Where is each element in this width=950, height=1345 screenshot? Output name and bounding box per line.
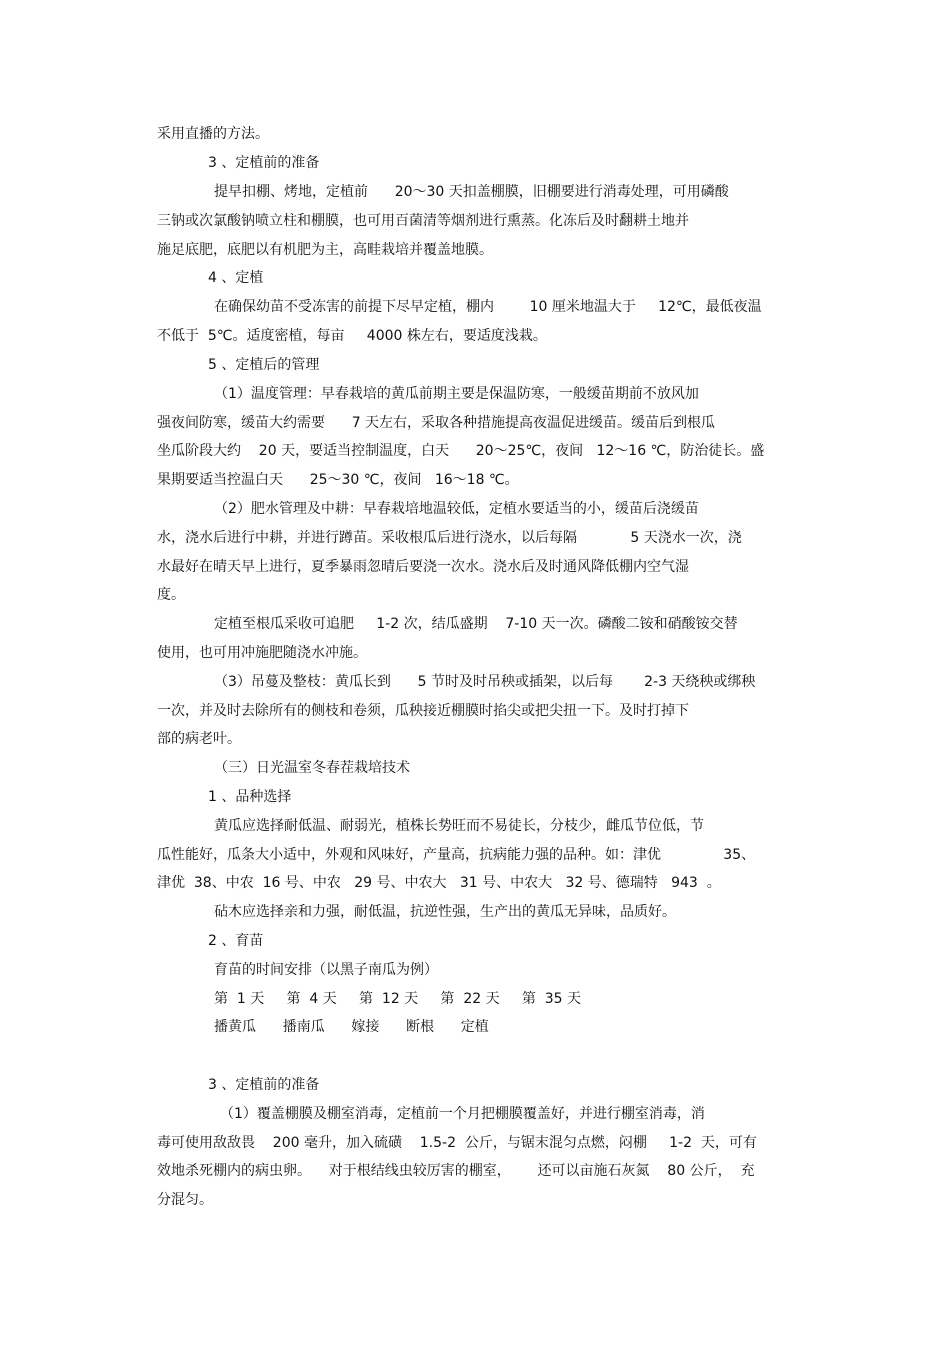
text-line: 育苗的时间安排（以黑子南瓜为例） [214, 962, 438, 978]
text-line: 效地杀死棚内的病虫卵。 对于根结线虫较厉害的棚室， 还可以亩施石灰氮 80 公斤， 充 [157, 1163, 755, 1179]
text-line: 不低于 5℃。适度密植，每亩 4000 株左右，要适度浅栽。 [157, 328, 547, 344]
text-line: 水，浇水后进行中耕，并进行蹲苗。采收根瓜后进行浇水，以后每隔 5 天浇水一次，浇 [157, 530, 742, 546]
text-line: 三钠或次氯酸钠喷立柱和棚膜，也可用百菌清等烟剂进行熏蒸。化冻后及时翻耕土地并 [157, 213, 689, 229]
schedule-days: 第 1 天 第 4 天 第 12 天 第 22 天 第 35 天 [214, 991, 582, 1007]
text-line: 强夜间防寒，缓苗大约需要 7 天左右，采取各种措施提高夜温促进缓苗。缓苗后到根瓜 [157, 415, 716, 431]
text-line: 津优 38、中农 16 号、中农 29 号、中农大 31 号、中农大 32 号、德瑞特 943 。 [157, 875, 721, 891]
section-heading: 5 、定植后的管理 [208, 357, 320, 373]
text-line: 分混匀。 [157, 1192, 213, 1208]
schedule-steps: 播黄瓜 播南瓜 嫁接 断根 定植 [214, 1019, 489, 1035]
text-line: 黄瓜应选择耐低温、耐弱光，植株长势旺而不易徒长，分枝少，雌瓜节位低，节 [214, 818, 704, 834]
text-line: 果期要适当控温白天 25～30 ℃，夜间 16～18 ℃。 [157, 472, 519, 488]
text-line: （1）覆盖棚膜及棚室消毒，定植前一个月把棚膜覆盖好，并进行棚室消毒，消 [220, 1106, 705, 1122]
text-line: 在确保幼苗不受冻害的前提下尽早定植，棚内 10 厘米地温大于 12℃，最低夜温 [214, 299, 762, 315]
text-line: 瓜性能好，瓜条大小适中，外观和风味好，产量高，抗病能力强的品种。如：津优 35、 [157, 847, 756, 863]
section-heading: （三）日光温室冬春茬栽培技术 [214, 760, 410, 776]
text-line: 施足底肥，底肥以有机肥为主，高畦栽培并覆盖地膜。 [157, 242, 493, 258]
text-line: 水最好在晴天早上进行，夏季暴雨忽晴后要浇一次水。浇水后及时通风降低棚内空气湿 [157, 559, 689, 575]
text-line: 一次，并及时去除所有的侧枝和卷须，瓜秧接近棚膜时掐尖或把尖扭一下。及时打掉下 [157, 703, 689, 719]
section-heading: 3 、定植前的准备 [208, 155, 320, 171]
text-line: 砧木应选择亲和力强，耐低温，抗逆性强，生产出的黄瓜无异味，品质好。 [214, 904, 676, 920]
text-line: 度。 [157, 587, 185, 603]
text-line: 使用，也可用冲施肥随浇水冲施。 [157, 645, 367, 661]
text-line: （3）吊蔓及整枝：黄瓜长到 5 节时及时吊秧或插架，以后每 2-3 天绕秧或绑秧 [214, 674, 756, 690]
text-line: 提早扣棚、烤地，定植前 20～30 天扣盖棚膜，旧棚要进行消毒处理，可用磷酸 [214, 184, 729, 200]
section-heading: 1 、品种选择 [208, 789, 292, 805]
section-heading: 3 、定植前的准备 [208, 1077, 320, 1093]
text-line: 部的病老叶。 [157, 731, 241, 747]
section-heading: 2 、育苗 [208, 933, 264, 949]
text-line: 毒可使用敌敌畏 200 毫升，加入硫磺 1.5-2 公斤，与锯末混匀点燃，闷棚 1-2 天，可有 [157, 1135, 757, 1151]
text-line: 定植至根瓜采收可追肥 1-2 次，结瓜盛期 7-10 天一次。磷酸二铵和硝酸铵交替 [214, 616, 738, 632]
text-line: 坐瓜阶段大约 20 天，要适当控制温度，白天 20～25℃，夜间 12～16 ℃，防治徒长。盛 [157, 443, 765, 459]
text-line: （2）肥水管理及中耕：早春栽培地温较低，定植水要适当的小，缓苗后浇缓苗 [214, 501, 699, 517]
section-heading: 4 、定植 [208, 270, 264, 286]
text-line: 采用直播的方法。 [157, 126, 269, 142]
text-line: （1）温度管理：早春栽培的黄瓜前期主要是保温防寒，一般缓苗期前不放风加 [214, 386, 699, 402]
